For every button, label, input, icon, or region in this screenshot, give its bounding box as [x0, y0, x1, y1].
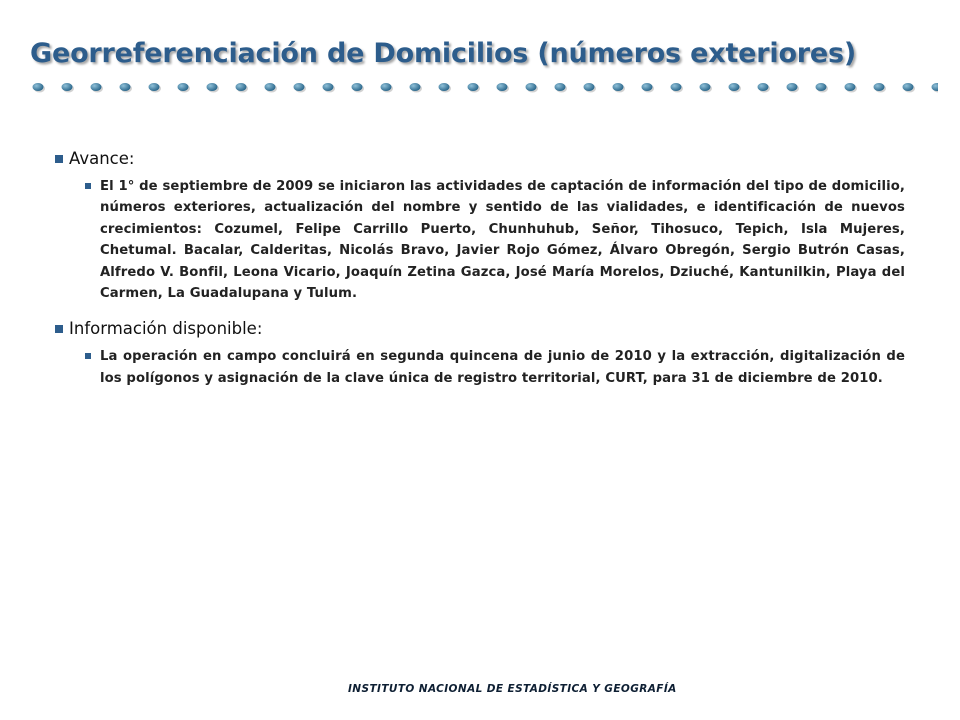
square-bullet-icon: [55, 155, 63, 163]
decorative-dot: [91, 83, 102, 91]
square-bullet-icon: [55, 325, 63, 333]
decorative-dot: [323, 83, 334, 91]
decorative-dot: [816, 83, 827, 91]
section-item-avance: [85, 176, 905, 304]
decorative-dot: [932, 83, 939, 91]
decorative-dot-row: [28, 80, 938, 100]
section-item-text: El 1° de septiembre de 2009 se iniciaron las actividades de captación de información del tipo de domicilio, números exteriores, actualización del nombre y sentido de las vialidades, e identificación de nuevos crecimientos: Cozumel, Felipe Carrillo Puerto, Chunhuhub, Señor, Tihosuco, Tepich, Isla Mujeres, Chetumal. Bacalar, Calderitas, Nicolás Bravo, Javier Rojo Gómez, Álvaro Obregón, Sergio Butrón Casas, Alfredo V. Bonfil, Leona Vicario, Joaquín Zetina Gazca, José María Morelos, Dziuché, Kantunilkin, Playa del Carmen, La Guadalupana y Tulum.: [100, 179, 905, 302]
decorative-dot: [903, 83, 914, 91]
decorative-dot: [874, 83, 885, 91]
decorative-dot: [120, 83, 131, 91]
section-heading-text: Avance:: [69, 149, 135, 168]
square-bullet-icon: [85, 353, 91, 359]
footer-institution: INSTITUTO NACIONAL DE ESTADÍSTICA Y GEOGRAFÍA: [348, 683, 677, 695]
decorative-dot: [700, 83, 711, 91]
decorative-dot: [294, 83, 305, 91]
decorative-dot: [468, 83, 479, 91]
decorative-dot: [555, 83, 566, 91]
decorative-dot: [149, 83, 160, 91]
decorative-dot: [33, 83, 44, 91]
section-heading-avance: [55, 148, 905, 170]
decorative-dot: [584, 83, 595, 91]
decorative-dot: [729, 83, 740, 91]
section-heading-text: Información disponible:: [69, 319, 263, 339]
section-item-informacion: [85, 346, 905, 389]
decorative-dot: [352, 83, 363, 91]
slide-title: Georreferenciación de Domicilios (números exteriores): [30, 38, 857, 69]
dot-row-graphic: [28, 80, 938, 100]
decorative-dot: [497, 83, 508, 91]
decorative-dot: [845, 83, 856, 91]
section-heading-informacion: [55, 318, 905, 340]
decorative-dot: [381, 83, 392, 91]
decorative-dot: [787, 83, 798, 91]
decorative-dot: [526, 83, 537, 91]
decorative-dot: [62, 83, 73, 91]
decorative-dot: [758, 83, 769, 91]
decorative-dot: [613, 83, 624, 91]
decorative-dot: [265, 83, 276, 91]
section-item-text: La operación en campo concluirá en segunda quincena de junio de 2010 y la extracción, digitalización de los polígonos y asignación de la clave única de registro territorial, CURT, para 31 de diciembre de 2010.: [100, 349, 905, 386]
decorative-dot: [671, 83, 682, 91]
slide-content: [55, 148, 905, 397]
decorative-dot: [236, 83, 247, 91]
decorative-dot: [410, 83, 421, 91]
decorative-dot: [642, 83, 653, 91]
square-bullet-icon: [85, 183, 91, 189]
decorative-dot: [439, 83, 450, 91]
decorative-dot: [178, 83, 189, 91]
decorative-dot: [207, 83, 218, 91]
